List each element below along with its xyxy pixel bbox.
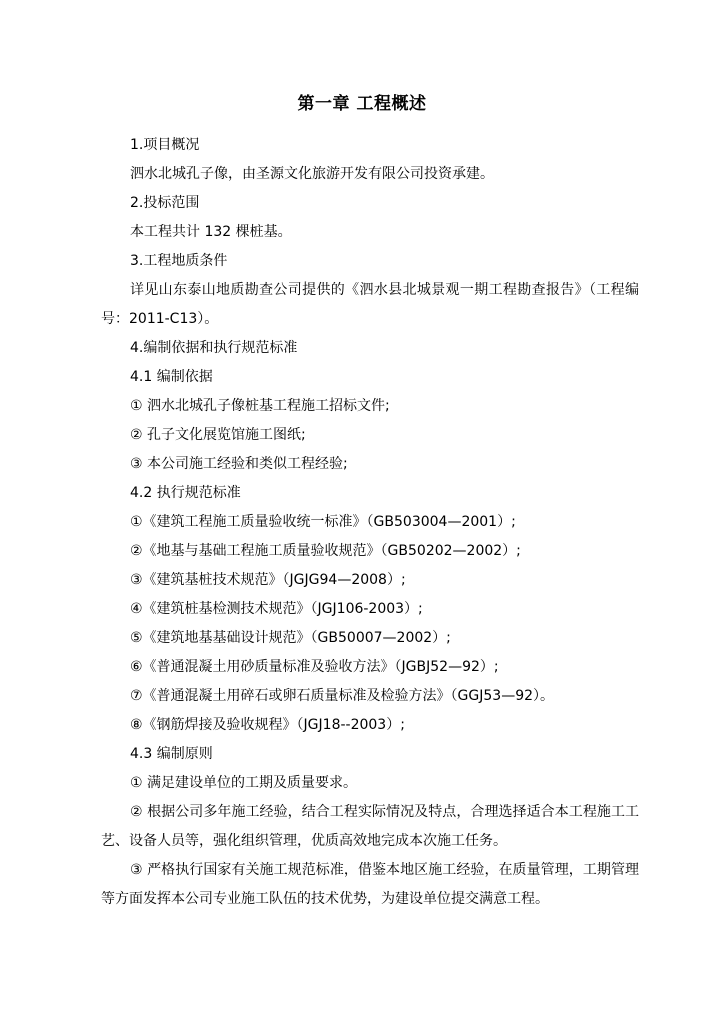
list-item-standard: ⑧《钢筋焊接及验收规程》（JGJ18--2003）; [130,717,405,733]
list-item-standard: ④《建筑桩基检测技术规范》（JGJ106-2003）; [130,601,423,617]
paragraph-bid-scope: 本工程共计 132 棵桩基。 [130,224,292,240]
list-item-basis: ① 泗水北城孔子像桩基工程施工招标文件; [130,398,390,414]
list-item-principle: ① 满足建设单位的工期及质量要求。 [130,775,358,791]
subheading-principles: 4.3 编制原则 [130,746,213,762]
heading-geology: 3.工程地质条件 [130,253,228,269]
paragraph-geology: 详见山东泰山地质勘查公司提供的《泗水县北城景观一期工程勘查报告》（工程编号：2011-C13）。 [101,282,639,327]
document-body [101,131,639,914]
heading-project-overview: 1.项目概况 [130,137,200,153]
chapter-title: 第一章 工程概述 [297,94,427,114]
list-item-basis: ③ 本公司施工经验和类似工程经验; [130,456,348,472]
paragraph-project-overview: 泗水北城孔子像，由圣源文化旅游开发有限公司投资承建。 [130,166,494,182]
list-item-principle: ③ 严格执行国家有关施工规范标准，借鉴本地区施工经验，在质量管理，工期管理等方面发挥本公司专业施工队伍的技术优势，为建设单位提交满意工程。 [101,862,639,907]
list-item-basis: ② 孔子文化展览馆施工图纸; [130,427,306,443]
list-item-standard: ⑥《普通混凝土用砂质量标准及验收方法》（JGBJ52—92）; [130,659,499,675]
list-item-standard: ③《建筑基桩技术规范》（JGJG94—2008）; [130,572,406,588]
subheading-standards: 4.2 执行规范标准 [130,485,241,501]
list-item-standard: ⑤《建筑地基基础设计规范》（GB50007—2002）; [130,630,451,646]
heading-basis-and-standards: 4.编制依据和执行规范标准 [130,340,298,356]
heading-bid-scope: 2.投标范围 [130,195,200,211]
list-item-standard: ⑦《普通混凝土用碎石或卵石质量标准及检验方法》（GGJ53—92）。 [130,688,555,704]
list-item-standard: ②《地基与基础工程施工质量验收规范》（GB50202—2002）; [130,543,521,559]
list-item-principle: ② 根据公司多年施工经验，结合工程实际情况及特点，合理选择适合本工程施工工艺、设备人员等，强化组织管理，优质高效地完成本次施工任务。 [101,804,639,849]
list-item-standard: ①《建筑工程施工质量验收统一标准》（GB503004—2001）; [130,514,516,530]
subheading-basis: 4.1 编制依据 [130,369,213,385]
